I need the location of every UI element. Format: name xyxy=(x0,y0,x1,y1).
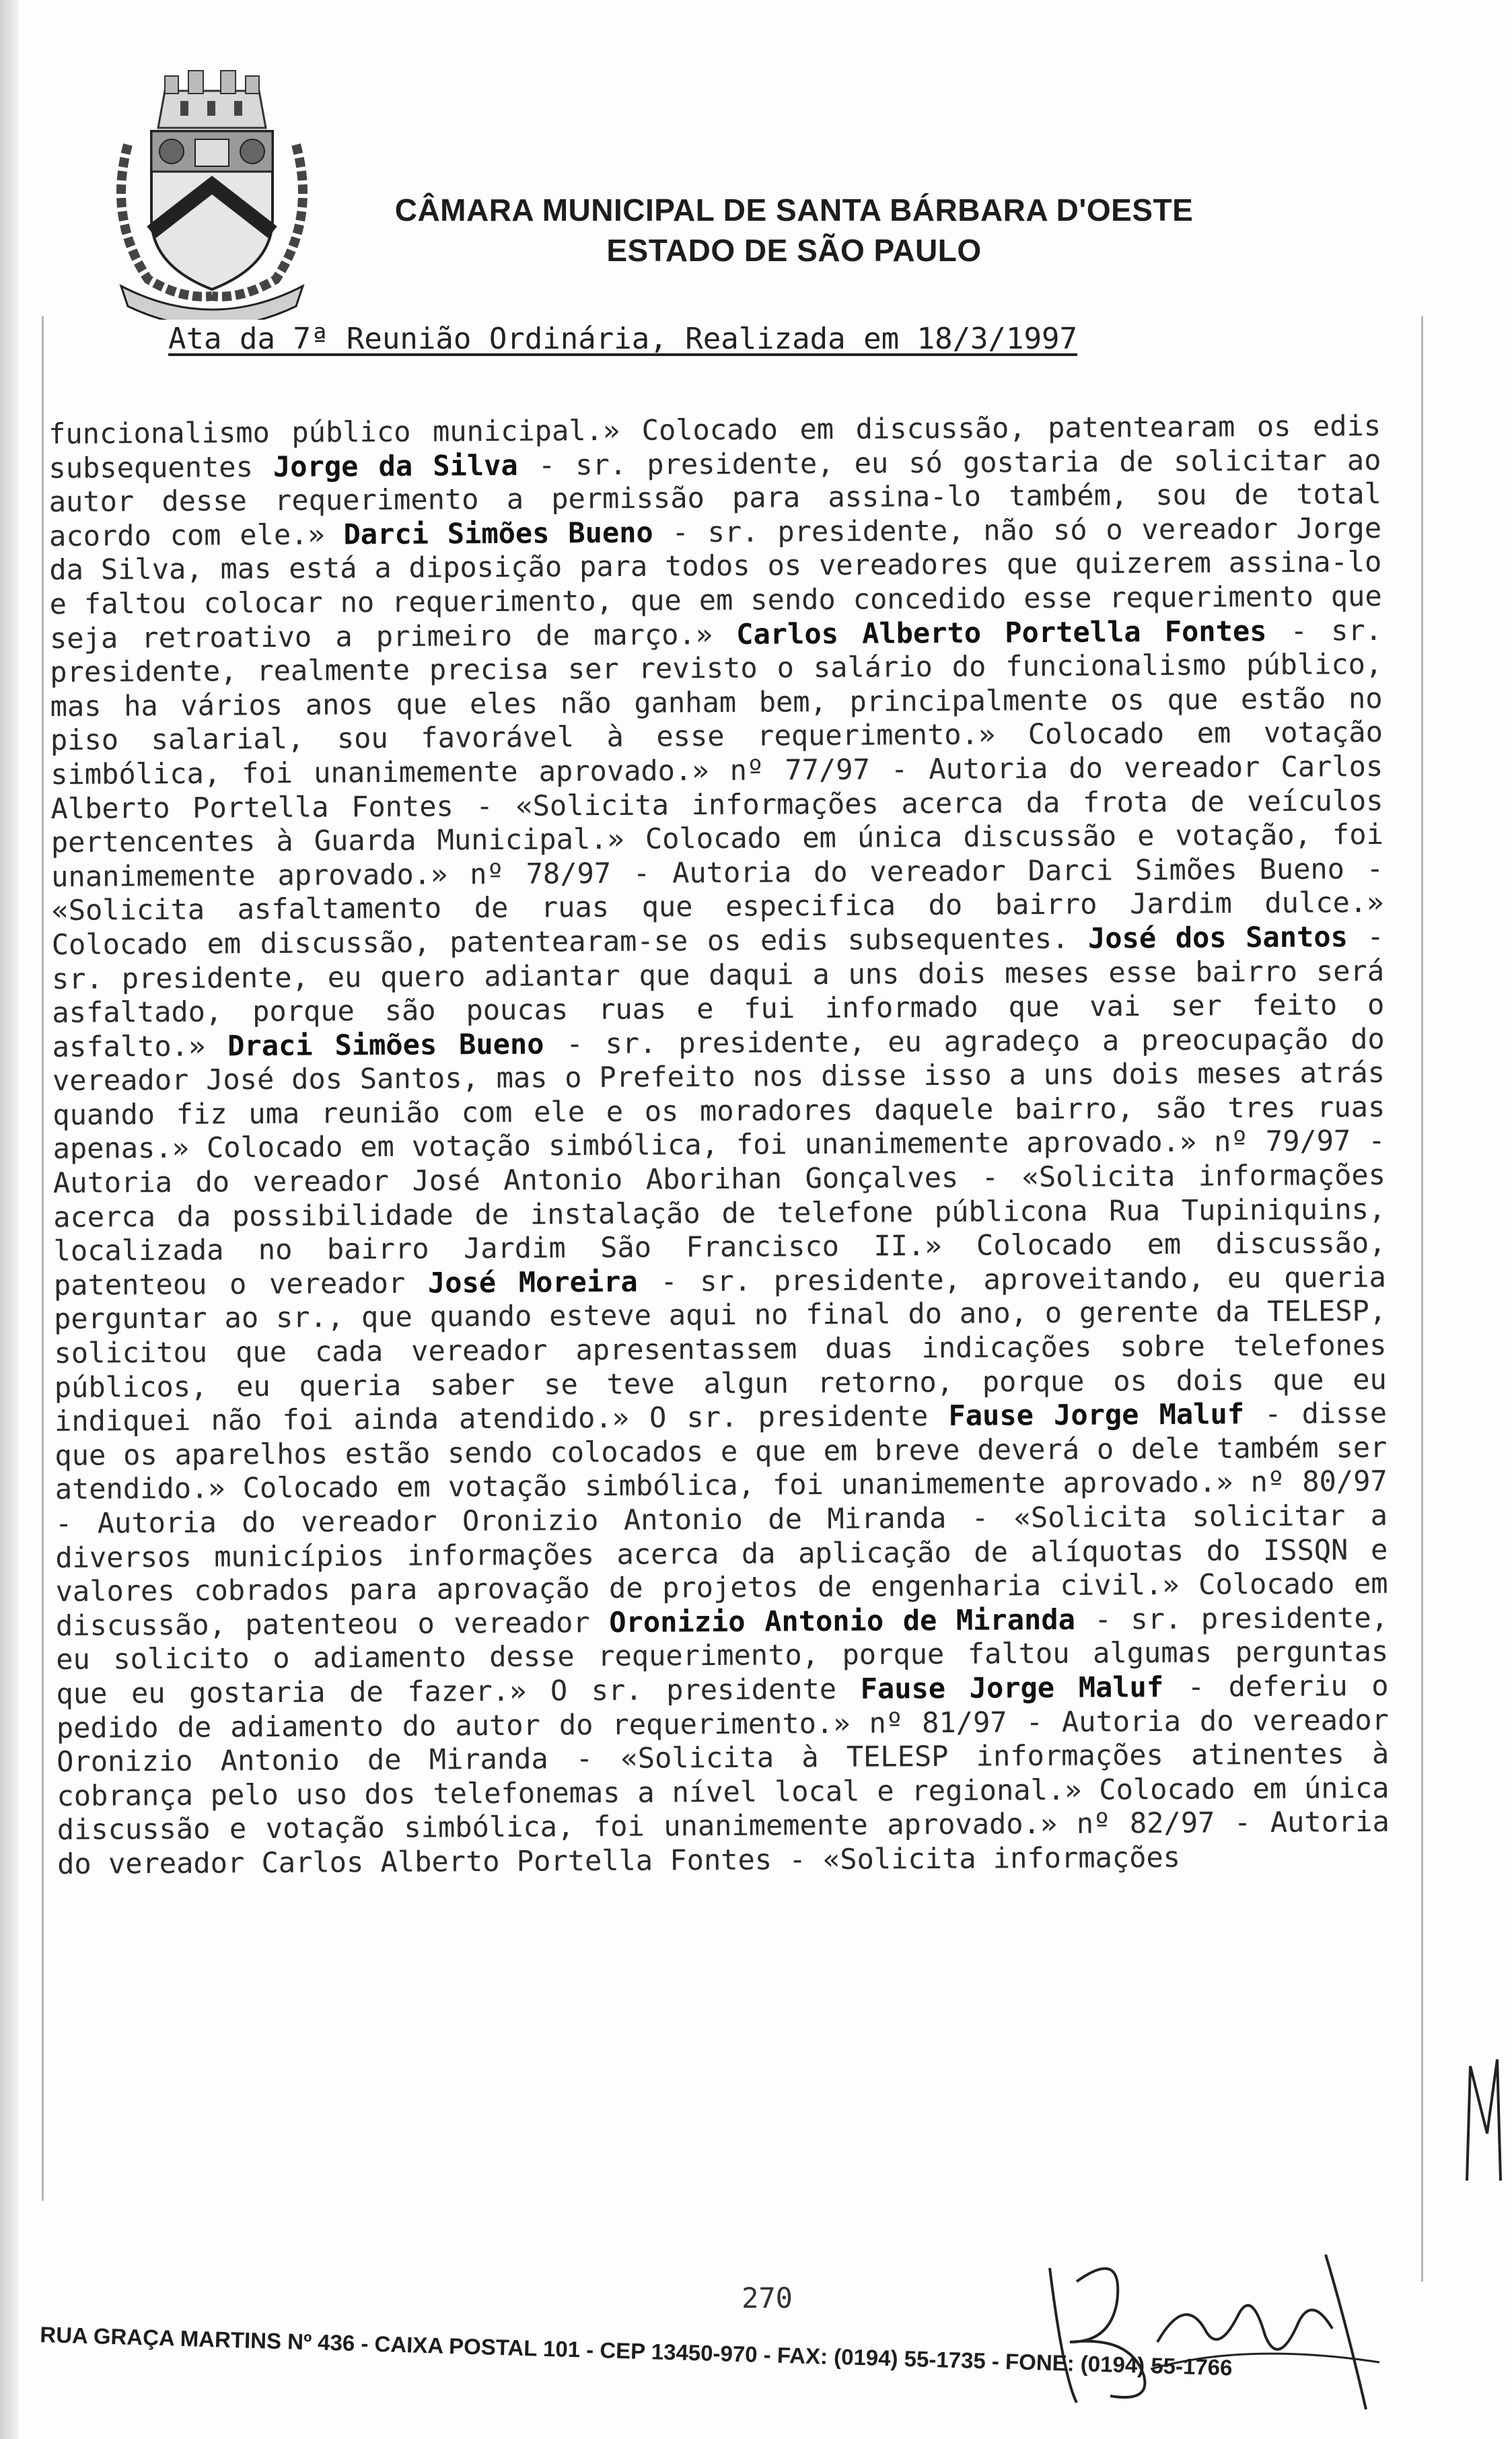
margin-initials-icon xyxy=(1460,2053,1507,2187)
speaker-name: Darci Simões Bueno xyxy=(343,516,653,551)
minutes-paragraph xyxy=(48,409,1390,1882)
speaker-name: Jorge da Silva xyxy=(273,448,518,483)
minutes-body xyxy=(48,409,1390,1882)
text-segment: - sr. presidente, não só o vereador Jorge da Silva, mas está a diposição para todos os vereadores que quizerem assina-lo e faltou colocar no requerimento, que em sendo concedido esse requerimento que seja retroativo a primeiro de março.» xyxy=(49,511,1382,655)
text-segment: - sr. presidente, eu quero adiantar que daqui a uns dois meses esse bairro será asfaltado, porque são poucas ruas e fui informado que vai ser feito o asfalto.» xyxy=(51,919,1385,1063)
text-segment: - deferiu o pedido de adiamento do autor do requerimento.» nº 81/97 - Autoria do vereador Oronizio Antonio de Miranda - «Solicita à TELESP informações atinentes à cobrança pelo uso dos telefonemas a nível local e regional.» Colocado em única discussão e votação simbólica, foi unanimemente aprovado.» nº 82/97 - Autoria do vereador Carlos Alberto Portella Fontes - «Solicita informações xyxy=(56,1668,1390,1880)
page-number: 270 xyxy=(742,2282,793,2314)
text-segment: - disse que os aparelhos estão sendo colocados e que em breve deverá o dele também ser atendido.» Colocado em votação simbólica, foi unanimemente aprovado.» nº 80/97 - Autoria do vereador Oronizio Antonio de Miranda - «Solicita solicitar a diversos municípios informações acerca da aplicação de alíquotas do ISSQN e valores cobrados para aprovação de projetos de engenharia civil.» Colocado em discussão, patenteou o vereador xyxy=(55,1397,1388,1642)
text-segment: - sr. presidente, eu solicito o adiamento desse requerimento, porque faltou algumas perguntas que eu gostaria de fazer.» O sr. presidente xyxy=(56,1600,1389,1710)
text-segment: funcionalismo público municipal.» Colocado em discussão, patentearam os edis subsequentes xyxy=(48,409,1381,485)
signature-icon xyxy=(1030,2241,1406,2416)
institution-name: CÂMARA MUNICIPAL DE SANTA BÁRBARA D'OESTE xyxy=(394,192,1194,227)
speaker-name: Oronizio Antonio de Miranda xyxy=(609,1602,1076,1639)
minutes-title: Ata da 7ª Reunião Ordinária, Realizada em 18/3/1997 xyxy=(168,322,1078,356)
state-name: ESTADO DE SÃO PAULO xyxy=(606,233,982,268)
speaker-name: José Moreira xyxy=(427,1265,638,1300)
text-segment: - sr. presidente, eu só gostaria de solicitar ao autor desse requerimento a permissão para assina-lo também, sou de total acordo com ele.» xyxy=(48,443,1381,553)
text-segment: - sr. presidente, realmente precisa ser revisto o salário do funcionalismo público, mas ha vários anos que eles não ganham bem, principalmente os que estão no piso salarial, sou favorável à esse requerimento.» Colocado em votação simbólica, foi unanimemente aprovado.» nº 77/97 - Autoria do vereador Carlos Alberto Portella Fontes - «Solicita informações acerca da frota de veículos pertencentes à Guarda Municipal.» Colocado em única discussão e votação, foi unanimemente aprovado.» nº 78/97 - Autoria do vereador Darci Simões Bueno - «Solicita asfaltamento de ruas que especifica do bairro Jardim dulce.» Colocado em discussão, patentearam-se os edis subsequentes. xyxy=(50,613,1384,961)
frame-line-left xyxy=(42,316,44,2201)
coat-of-arms-icon xyxy=(101,64,323,320)
speaker-name: Fause Jorge Maluf xyxy=(860,1670,1164,1705)
letterhead xyxy=(323,190,1265,271)
footer-address: RUA GRAÇA MARTINS Nº 436 - CAIXA POSTAL 101 - CEP 13450-970 - FAX: (0194) 55-1735 - FONE: (0194) 55-1766 xyxy=(39,2322,1233,2380)
frame-line-right xyxy=(1421,316,1423,2282)
speaker-name: José dos Santos xyxy=(1087,920,1348,955)
page-edge-shadow xyxy=(0,0,19,2439)
speaker-name: Carlos Alberto Portella Fontes xyxy=(736,614,1267,651)
speaker-name: Fause Jorge Maluf xyxy=(948,1397,1245,1433)
text-segment: - sr. presidente, aproveitando, eu queria perguntar ao sr., que quando esteve aqui no final do ano, o gerente da TELESP, solicitou que cada vereador apresentassem duas indicações sobre telefones públicos, eu queria saber se teve algun retorno, porque os dois que eu indiquei não foi ainda atendido.» O sr. presidente xyxy=(54,1260,1387,1438)
text-segment: - sr. presidente, eu agradeço a preocupação do vereador José dos Santos, mas o Prefeito nos disse isso a uns dois meses atrás quando fiz uma reunião com ele e os moradores daquele bairro, são tres ruas apenas.» Colocado em votação simbólica, foi unanimemente aprovado.» nº 79/97 - Autoria do vereador José Antonio Aborihan Gonçalves - «Solicita informações acerca da possibilidade de instalação de telefone públicona Rua Tupiniquins, localizada no bairro Jardim São Francisco II.» Colocado em discussão, patenteou o vereador xyxy=(52,1022,1386,1302)
speaker-name: Draci Simões Bueno xyxy=(227,1027,544,1063)
